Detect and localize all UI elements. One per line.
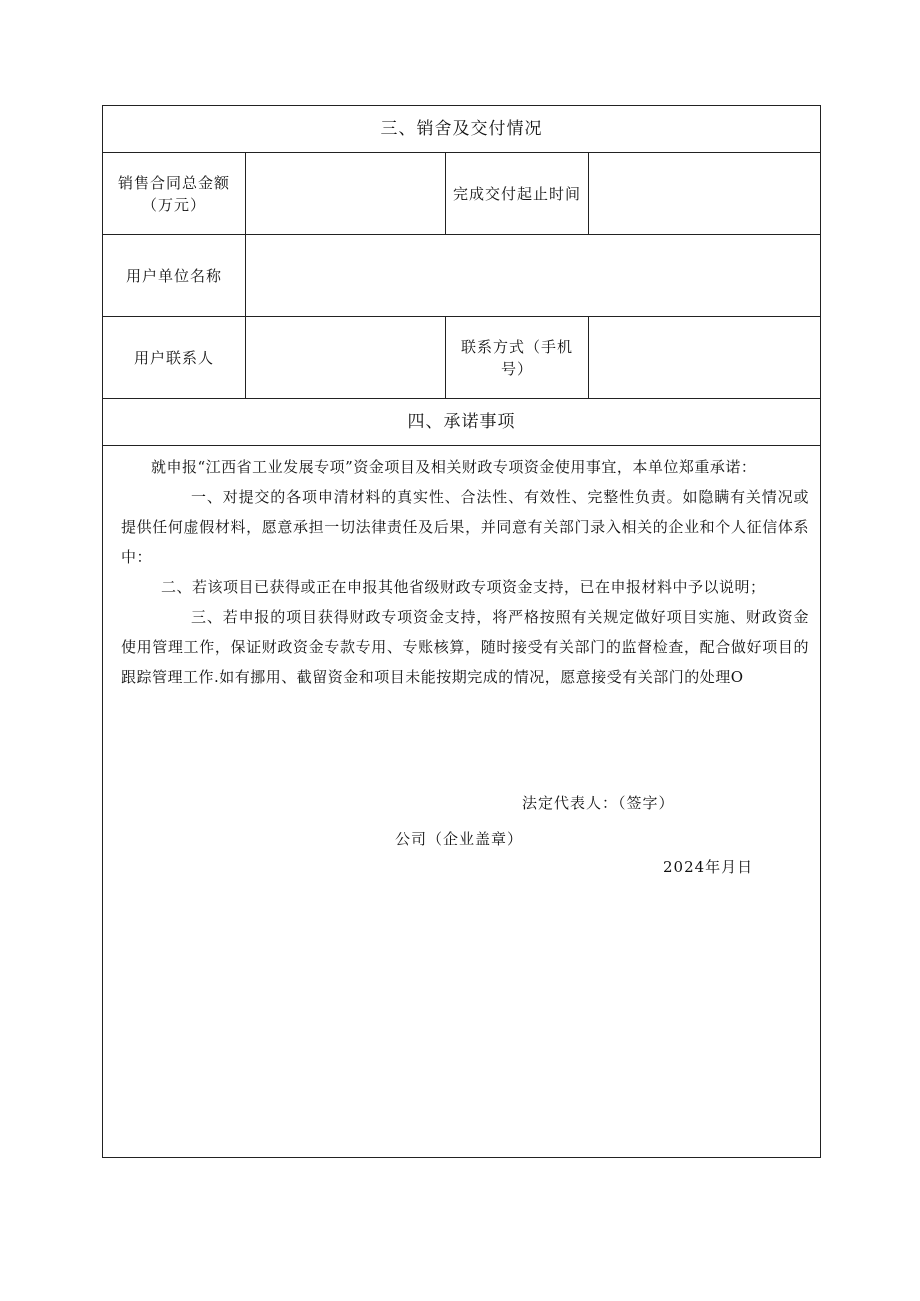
user-unit-label: 用户单位名称: [103, 235, 246, 316]
phone-field[interactable]: [589, 317, 820, 398]
sign-date: 2024年月日: [663, 858, 754, 876]
phone-label: 联系方式（手机号）: [446, 317, 589, 398]
commitment-text: [121, 452, 809, 692]
user-contact-field[interactable]: [246, 317, 446, 398]
contract-row: [103, 153, 820, 235]
contract-total-field[interactable]: [246, 153, 446, 234]
commitment-item-1: 一、对提交的各项申清材料的真实性、合法性、有效性、完整性负责。如隐瞒有关情况或提供任何虚假材料，愿意承担一切法律责任及后果，并同意有关部门录入相关的企业和个人征信体系中：: [121, 488, 809, 566]
section3-title: 三、销舍及交付情况: [380, 119, 543, 139]
company-seal: 公司（企业盖章）: [395, 830, 524, 848]
section3-header: [103, 106, 820, 153]
commitment-item-2: 二、若该项目已获得或正在申报其他省级财政专项资金支持，已在申报材料中予以说明；: [161, 578, 766, 596]
commitment-form: [102, 105, 821, 1158]
contract-total-label: 销售合同总金额（万元）: [103, 153, 246, 234]
user-unit-field[interactable]: [246, 235, 820, 316]
commitment-intro: 就申报“江西省工业发展专项”资金项目及相关财政专项资金使用事宜，本单位郑重承诺：: [151, 458, 757, 476]
section4-header: [103, 399, 820, 446]
user-unit-row: [103, 235, 820, 317]
contact-row: [103, 317, 820, 399]
delivery-period-label: 完成交付起止时间: [446, 153, 589, 234]
commitment-item-3: 三、若申报的项目获得财政专项资金支持，将严格按照有关规定做好项目实施、财政资金使用管理工作，保证财政资金专款专用、专账核算，随时接受有关部门的监督检查，配合做好项目的跟踪管理工作.如有挪用、截留资金和项目未能按期完成的情况，愿意接受有关部门的处理O: [121, 608, 809, 686]
legal-representative-signature: 法定代表人：（签字）: [522, 794, 675, 812]
user-contact-label: 用户联系人: [103, 317, 246, 398]
delivery-period-field[interactable]: [589, 153, 820, 234]
section4-title: 四、承诺事项: [407, 412, 516, 432]
